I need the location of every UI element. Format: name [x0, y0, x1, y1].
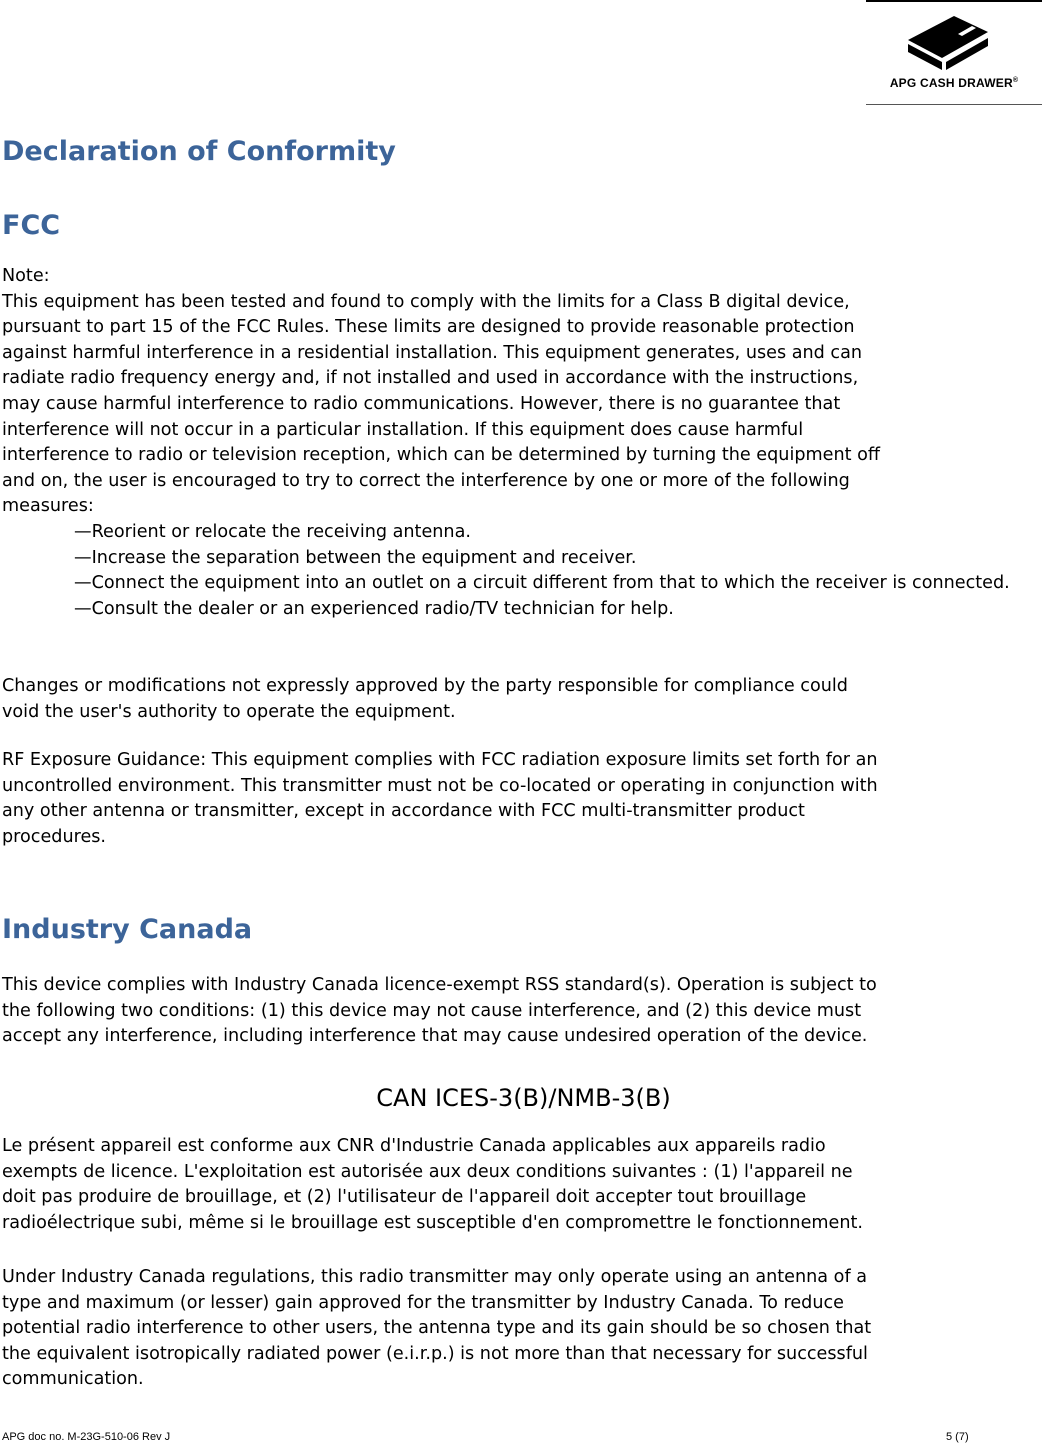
- list-item: —Connect the equipment into an outlet on a circuit different from that to which the receiver is connected.: [74, 573, 1010, 594]
- fcc-measures-list: [74, 520, 1047, 622]
- ic-french-paragraph: Le présent appareil est conforme aux CNR d'Industrie Canada applicables aux appareils radio exempts de licence. L'exploitation est autorisée aux deux conditions suivantes : (1) l'appareil ne doit pas produire de brouillage, et (2) l'utilisateur de l'appareil doit accepter tout brouillage radioélectrique subi, même si le brouillage est susceptible d'en compromettre le fonctionnement.: [2, 1136, 863, 1233]
- company-logo: [866, 0, 1042, 106]
- cash-drawer-logo-icon: [902, 14, 1006, 72]
- fcc-note-paragraph: Note: This equipment has been tested and found to comply with the limits for a Class B digital device, pursuant to part 15 of the FCC Rules. These limits are designed to provide reasonable protection against harmful interference in a residential installation. This equipment generates, uses and can radiate radio frequency energy and, if not installed and used in accordance with the instructions, may cause harmful interference to radio communications. However, there is no guarantee that interference will not occur in a particular installation. If this equipment does cause harmful interference to radio or television reception, which can be determined by turning the equipment off and on, the user is encouraged to try to correct the interference by one or more of the following measures:: [2, 266, 880, 517]
- fcc-heading: FCC: [2, 210, 61, 241]
- list-item: —Consult the dealer or an experienced radio/TV technician for help.: [74, 598, 674, 619]
- ic-antenna-paragraph: Under Industry Canada regulations, this radio transmitter may only operate using an antenna of a type and maximum (or lesser) gain approved for the transmitter by Industry Canada. To reduce potential radio interference to other users, the antenna type and its gain should be so chosen that the equivalent isotropically radiated power (e.i.r.p.) is not more than that necessary for successful communication.: [2, 1267, 872, 1390]
- list-item: —Increase the separation between the equipment and receiver.: [74, 547, 637, 568]
- fcc-changes-paragraph: Changes or modifications not expressly approved by the party responsible for compliance could void the user's authority to operate the equipment.: [2, 676, 848, 722]
- footer-page-number: 5 (7): [946, 1431, 969, 1443]
- ic-compliance-paragraph: This device complies with Industry Canada licence-exempt RSS standard(s). Operation is subject to the following two conditions: (1) this device may not cause interference, and (2) this device must accept any interference, including interference that may cause undesired operation of the device.: [2, 975, 877, 1047]
- list-item: —Reorient or relocate the receiving antenna.: [74, 522, 471, 542]
- logo-top-rule: [866, 0, 1042, 2]
- industry-canada-heading: Industry Canada: [2, 914, 253, 945]
- logo-brand-text: APG CASH DRAWER®: [889, 76, 1019, 90]
- ices-statement: CAN ICES-3(B)/NMB-3(B): [376, 1084, 671, 1112]
- fcc-rf-exposure-paragraph: RF Exposure Guidance: This equipment complies with FCC radiation exposure limits set forth for an uncontrolled environment. This transmitter must not be co-located or operating in conjunction with any other antenna or transmitter, except in accordance with FCC multi-transmitter product procedures.: [2, 750, 878, 847]
- footer-doc-number: APG doc no. M-23G-510-06 Rev J: [2, 1431, 171, 1443]
- logo-bottom-rule: [866, 104, 1042, 105]
- page-title: Declaration of Conformity: [2, 136, 396, 167]
